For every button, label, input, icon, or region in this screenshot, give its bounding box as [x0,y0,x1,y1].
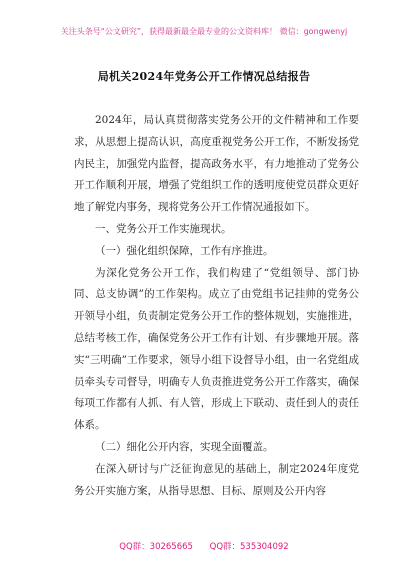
qq-group-1: QQ群：30265665 [119,542,193,552]
paragraph-intro: 2024年，局认真贯彻落实党务公开的文件精神和工作要求，从思想上提高认识，高度重视党务公开工作，不断发扬党内民主，加强党内监督，提高政务水平，有力地推动了党务公开工作顺利开展，增强了党组织工作的透明度使党员群众更好地了解党内事务，现将党务公开工作情况通报如下。 [74,114,359,214]
subsection-heading-1: （一）强化组织保障，工作有序推进。 [95,244,274,257]
footer-qq-groups [0,540,408,552]
document-body [74,110,359,502]
subsection-heading-2: （二）细化公开内容，实现全面覆盖。 [95,440,274,453]
paragraph-content: 在深入研讨与广泛征询意见的基础上，制定2024年度党务公开实施方案，从指导思想、目标、原则及公开内容 [74,462,359,497]
paragraph-organization: 为深化党务公开工作，我们构建了“党组领导、部门协同、总支协调”的工作架构。成立了由党组书记挂帅的党务公开领导小组，负责制定党务公开工作的整体规划，实施推进，总结考核工作，确保党务公开工作有计划、有步骤地开展。落实“三明确”工作要求，领导小组下设督导小组，由一名党组成员牵头专司督导，明确专人负责推进党务公开工作落实，确保每项工作都有人抓、有人管，形成上下联动、责任到人的责任体系。 [74,266,359,432]
qq-group-2: QQ群：535304092 [209,542,289,552]
section-heading-1: 一、党务公开工作实施现状。 [95,222,232,235]
header-promo-note: 关注头条号“公文研究”，获得最新最全最专业的公文资料库！ 微信：gongwenyj [60,27,348,36]
document-title: 局机关2024年党务公开工作情况总结报告 [97,70,311,83]
